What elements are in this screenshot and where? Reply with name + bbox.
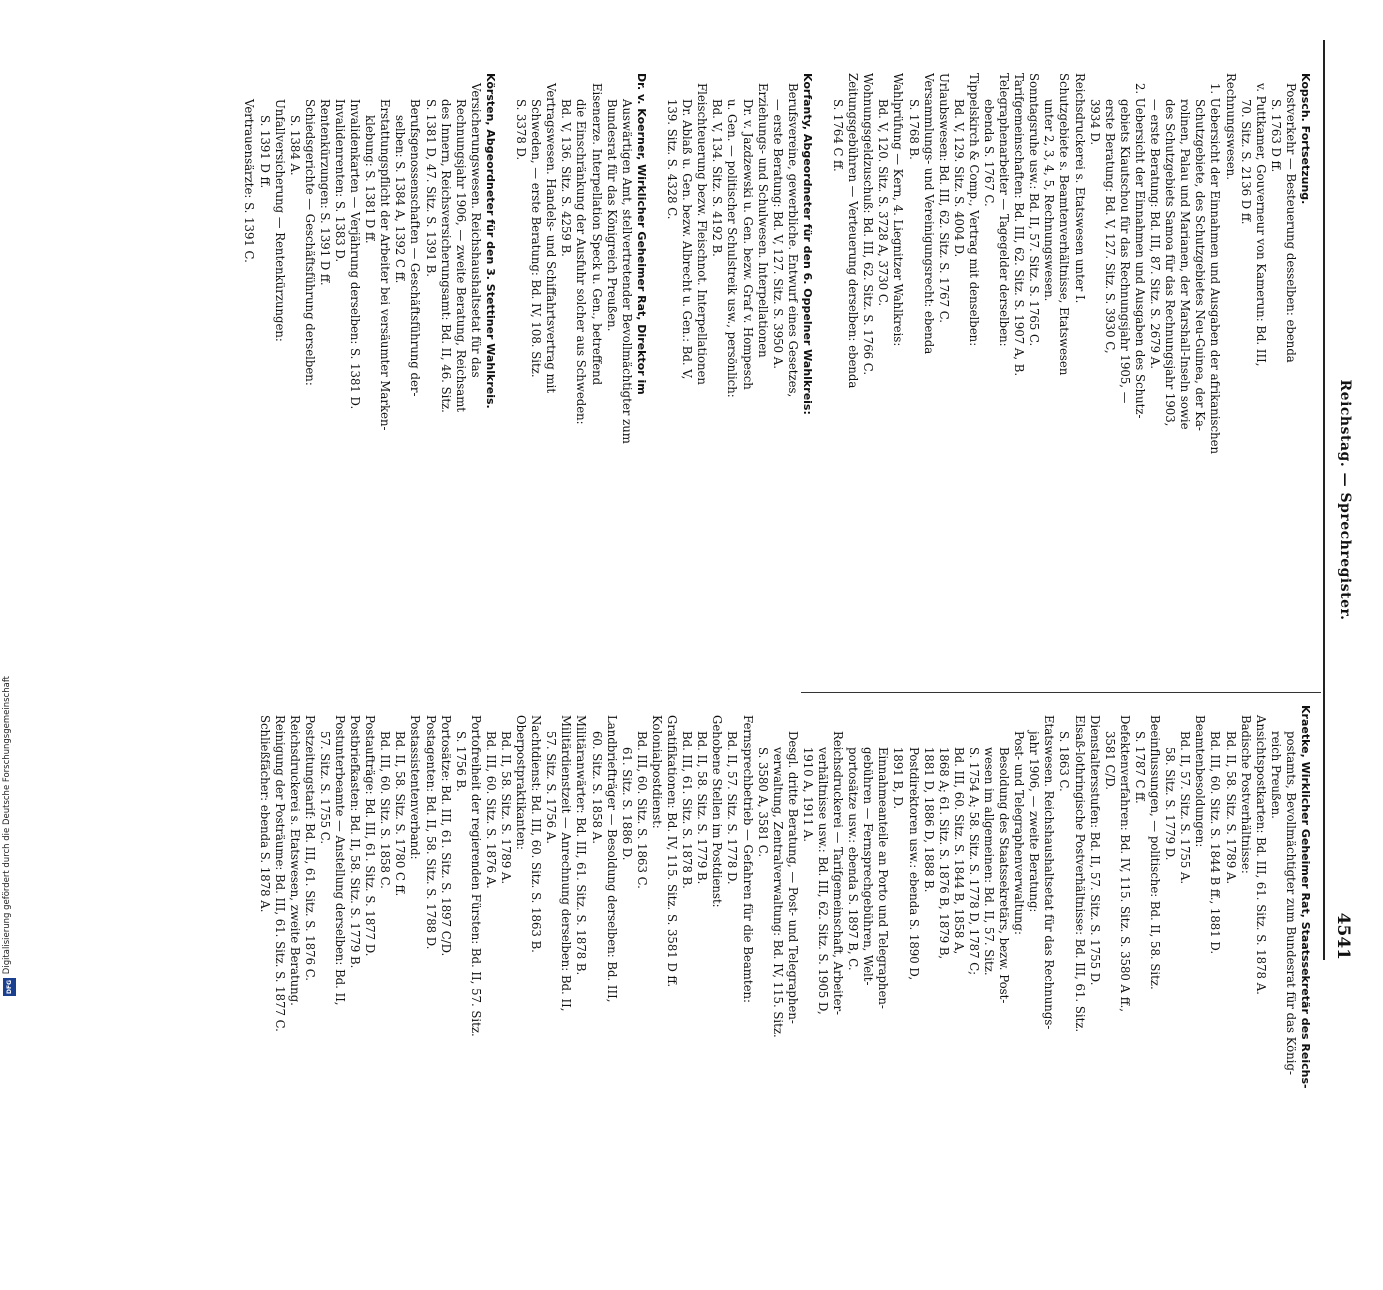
index-entry: 1868 A; 61. Sitz. S. 1876 B, 1879 B, (936, 747, 951, 960)
index-entry: 1. Uebersicht der Einnahmen und Ausgaben der afrikanischen (1208, 83, 1223, 455)
index-entry: Portofreiheit der regierenden Fürsten: Bd. II, 57. Sitz. (468, 715, 483, 1037)
index-entry: Erziehungs- und Schulwesen. Interpellationen (755, 83, 770, 358)
index-entry: Beamtenbesoldungen: (1193, 715, 1208, 848)
index-entry: Bd. II, 58. Sitz. S. 1779 B. (695, 731, 710, 885)
index-entry: Tarifgemeinschaften: Bd. III, 62. Sitz. S. 1907 A, B. (1012, 73, 1027, 377)
index-entry: klebung: S. 1381 D ff. (363, 115, 378, 244)
index-entry: Reinigung der Posträume: Bd. III, 61. Sitz. S. 1877 C. (272, 715, 287, 1032)
index-entry: Fernsprechbetrieb — Gefahren für die Beamten: (740, 715, 755, 1003)
index-entry: Bd. III, 60. Sitz. S. 1844 B, 1858 A, (951, 747, 966, 955)
index-entry: Postunterbeamte — Anstellung derselben: Bd. II, (333, 715, 347, 1006)
index-entry: 57. Sitz. S. 1755 C. (317, 731, 332, 845)
index-entry: Sonntagsruhe usw.: Bd. II, 57. Sitz. S. 1765 C. (1027, 73, 1042, 347)
index-entry: Postdirektoren usw.: ebenda S. 1890 D, (906, 747, 921, 981)
index-entry: — erste Beratung: Bd. III, 87. Sitz. S. 2679 A. (1148, 99, 1163, 369)
index-entry: ebenda S. 1767 C. (982, 99, 997, 207)
index-entry: Bd. II, 57. Sitz. S. 1755 A. (1178, 731, 1193, 885)
index-entry: Dienstaltersstufen: Bd. II, 57. Sitz. S. 1755 D. (1087, 715, 1102, 986)
index-entry: verhältnisse usw.: Bd. III, 62. Sitz. S. 1905 D, (816, 747, 830, 1015)
index-entry: Schutzgebiete s. Beamtenverhältnisse, Etatswesen (1057, 73, 1072, 376)
index-entry: Bd. III, 60. Sitz. S. 1858 C. (378, 731, 393, 889)
index-heading: Kraetke, Wirklicher Geheimer Rat, Staatssekretär des Reichs- (1299, 705, 1312, 1089)
funding-note: Digitalisierung gefördert durch die Deutsche Forschungsgemeinschaft (2, 675, 12, 974)
index-entry: gebiets Kiautschou für das Rechnungsjahr 1905, — (1117, 99, 1132, 404)
index-entry: selben: S. 1384 A, 1392 C ff. (393, 115, 408, 284)
page-header (1327, 40, 1353, 960)
index-entry: Invalidenkarten — Verjährung derselben: S. 1381 D. (348, 99, 363, 410)
index-entry: Etatswesen. Reichshaushaltsetat für das Rechnungs- (1042, 715, 1057, 1030)
index-entry: Reichsdruckerei s. Etatswesen, zweite Beratung. (287, 715, 302, 1006)
index-entry: Schutzgebiete, des Schutzgebietes Neu-Guinea, der Ka- (1193, 99, 1208, 431)
index-entry: S. 3580 A, 3581 C. (755, 747, 770, 858)
index-entry: Tippelskirch & Comp., Vertrag mit denselben: (966, 73, 981, 347)
header-rule (1323, 40, 1325, 960)
index-entry: 1910 A, 1911 A. (800, 747, 815, 842)
index-entry: Schiedsgerichte — Geschäftsführung derselben: (302, 99, 317, 386)
index-entry: erste Beratung: Bd. V, 127. Sitz. S. 3930 C, (1102, 99, 1117, 354)
index-entry: Wohnungsgeldzuschuß: Bd. III, 62. Sitz. S. 1766 C. (861, 73, 876, 376)
index-entry: 3934 D. (1087, 99, 1102, 146)
index-entry: 1881 D, 1886 D, 1888 B. (921, 747, 936, 893)
index-entry: Berufsgenossenschaften — Geschäftsführung der- (408, 99, 423, 397)
index-entry: Kolonialpostdienst: (649, 715, 664, 829)
index-entry: Unfallversicherung — Rentenkürzungen: (272, 99, 287, 342)
index-entry: Militärdienstzeit — Anrechnung derselben: Bd. II, (559, 715, 574, 1012)
index-entry: Militäranwärter: Bd. III, 61. Sitz. S. 1878 B. (574, 715, 589, 976)
index-entry: Post- und Telegraphenverwaltung: (1012, 731, 1027, 935)
index-entry: Portosätze: Bd. III, 61. Sitz. S. 1897 C/D. (438, 715, 453, 957)
index-entry: 58. Sitz. S. 1779 D. (1163, 747, 1178, 861)
index-entry: Gratifikationen: Bd. IV, 115. Sitz. S. 3581 D ff. (665, 715, 680, 988)
index-entry: S. 1764 C ff. (831, 99, 846, 172)
index-entry: Beeinflussungen, — politische: Bd. II, 58. Sitz. (1148, 715, 1163, 990)
index-entry: Fleischteuerung bezw. Fleischnot. Interpellationen (695, 83, 710, 385)
index-entry: gebühren — Fernsprechgebühren, Welt- (861, 747, 876, 986)
index-entry: Einnahmeanteile an Porto und Telegraphen- (876, 747, 891, 1009)
index-entry: Urlaubswesen: Bd. III, 62. Sitz. S. 1767 C. (936, 73, 951, 323)
index-entry: Zeitungsgebühren — Verteuerung derselben: ebenda (846, 73, 861, 389)
index-entry: Besoldung des Staatssekretärs, bezw. Post- (997, 747, 1012, 1004)
index-entry: Rechnungswesen. (1223, 73, 1238, 180)
index-entry: Postassistentenverband: (408, 715, 423, 860)
index-entry: Bd. III, 60. Sitz. S. 1876 A. (483, 731, 498, 889)
index-heading: Körsten, Abgeordneter für den 3. Stettiner Wahlkreis. (483, 73, 497, 409)
index-entry (649, 73, 664, 685)
index-entry: Eisenerze. Interpellation Speck u. Gen., betreffend (589, 83, 604, 386)
index-entry: Dr. Ablaß u. Gen. bezw. Albrecht u. Gen.: Bd. V, (680, 99, 695, 380)
index-entry: rolinen, Palau und Marianen, der Marshall-Inseln sowie (1178, 99, 1193, 430)
index-entry: Postbriefkasten: Bd. II, 58. Sitz. S. 1779 B. (348, 715, 363, 969)
index-entry: Nachtdienst: Bd. III, 60. Sitz. S. 1863 B. (529, 715, 544, 953)
index-entry: Telegraphenarbeiter — Tagegelder derselben: (997, 73, 1012, 347)
index-entry: S. 1863 C. (1057, 731, 1072, 792)
right-column (30, 705, 1313, 1290)
index-entry: Reichsdruckerei — Tarifgemeinschaft, Arbeiter- (831, 731, 846, 1015)
index-entry: 61. Sitz. S. 1886 D. (619, 747, 634, 861)
index-entry: Bd. II, 57. Sitz. S. 1778 D. (725, 731, 740, 885)
index-entry: Bd. III, 61. Sitz. S. 1878 B. (680, 731, 695, 889)
index-entry: Desgl. dritte Beratung, — Post- und Telegraphen- (785, 731, 800, 1024)
index-entry: Defektenverfahren: Bd. IV, 115. Sitz. S. 3580 A ff., (1117, 715, 1132, 1013)
index-entry: 57. Sitz. S. 1756 A. (544, 731, 559, 844)
index-entry: jahr 1906, — zweite Beratung: (1027, 731, 1042, 913)
index-entry: Bd. V, 136. Sitz. S. 4259 B. (559, 99, 574, 257)
index-entry: 60. Sitz. S. 1858 A. (589, 731, 604, 844)
index-entry: des Innern, Reichsversicherungsamt: Bd. II, 46. Sitz. (438, 99, 453, 413)
index-entry: v. Puttkamer, Gouverneur von Kamerun: Bd. III, (1253, 83, 1268, 367)
footer-credit (2, 596, 18, 996)
index-entry: die Einschränkung der Ausfuhr solcher aus Schweden: (574, 99, 589, 425)
index-entry: Bd. III, 60. Sitz. S. 1844 B ff., 1881 D. (1208, 731, 1223, 955)
running-title: Reichstag. — Sprechregister. (1337, 379, 1353, 621)
index-entry: Badische Postverhältnisse: (1238, 715, 1253, 874)
index-entry: Vertrauensärzte: S. 1391 C. (242, 99, 257, 263)
index-entry: Auswärtigen Amt, stellvertretender Bevollmächtigter zum (619, 99, 634, 444)
index-entry: Bd. V, 134. Sitz. S. 4192 B. (710, 99, 725, 257)
index-entry: Versicherungswesen. Reichshaushaltsetat für das (468, 83, 483, 378)
index-entry: 3581 C/D. (1102, 731, 1117, 791)
column-divider (801, 692, 1321, 693)
index-entry: u. Gen. — politischer Schulstreik usw., persönlich: (725, 99, 740, 398)
index-entry: S. 1391 D ff. (257, 115, 272, 189)
index-entry: 1891 B, D. (891, 747, 906, 810)
index-entry: Schweden, — erste Beratung: Bd. IV, 108. Sitz. (529, 99, 544, 378)
index-entry (498, 73, 513, 685)
index-entry: Bd. II, 58. Sitz. S. 1789 A. (1223, 731, 1238, 885)
index-entry: Dr. v. Jazdzewski u. Gen. bezw. Graf v. Hompesch (740, 99, 755, 390)
index-entry (815, 73, 830, 685)
index-entry: S. 1763 D ff. (1268, 99, 1283, 173)
index-entry: unter 2, 3, 4, 5, Rechnungswesen. (1042, 99, 1057, 302)
index-entry: Bundesrat für das Königreich Preußen. (604, 99, 619, 332)
index-entry: postamts, Bevollmächtigter zum Bundesrat für das König- (1283, 731, 1298, 1075)
index-entry: 70. Sitz. S. 2136 D ff. (1238, 99, 1253, 225)
index-entry: Erstattungspflicht der Arbeiter bei versäumter Marken- (378, 99, 393, 431)
index-entry: Reichsdruckerei s. Etatswesen unter I. (1072, 73, 1087, 304)
index-entry: S. 3378 D. (514, 99, 529, 161)
index-entry: Postaufträge: Bd. III, 61. Sitz. S. 1877 D. (363, 715, 378, 957)
index-entry: Vertragswesen. Handels- und Schiffahrtsvertrag mit (544, 83, 559, 394)
index-entry: 139. Sitz. S. 4328 C. (665, 99, 680, 220)
index-entry: Versammlungs- und Vereinigungsrecht: ebenda (921, 73, 936, 355)
index-entry: Ansichtspostkarten: Bd. III, 61. Sitz. S. 1878 A. (1253, 715, 1268, 995)
index-entry: Schließfächer: ebenda S. 1878 A. (257, 715, 272, 913)
index-entry: Gehobene Stellen im Postdienst: (710, 715, 725, 908)
index-entry: wesen im allgemeinen: Bd. II, 57. Sitz. (982, 747, 997, 976)
index-entry: 2. Uebersicht der Einnahmen und Ausgaben des Schutz- (1132, 83, 1147, 419)
index-entry: Bd. V, 120. Sitz. S. 3728 A, 3730 C. (876, 99, 891, 307)
index-entry: S. 1381 D, 47. Sitz. S. 1391 B. (423, 99, 438, 277)
index-entry: Landbriefträger — Besoldung derselben: Bd. III, (604, 715, 619, 1003)
page-number: 4541 (1333, 912, 1353, 960)
index-entry: Elsaß-lothringische Postverhältnisse: Bd. III, 61. Sitz. (1072, 715, 1087, 1033)
index-entry: reich Preußen. (1268, 731, 1283, 819)
index-entry: Bd. II, 58. Sitz. S. 1789 A. (499, 731, 514, 885)
index-heading: Dr. v. Koerner, Wirklicher Geheimer Rat, Direktor im (634, 73, 648, 395)
index-heading: Kopsch. Fortsetzung. (1299, 73, 1312, 205)
index-entry: S. 1787 C ff. (1132, 731, 1147, 804)
index-heading: Korfanty, Abgeordneter für den 6. Oppelner Wahlkreis: (800, 73, 814, 415)
index-entry: Bd. II, 58. Sitz. S. 1780 C ff. (393, 731, 408, 897)
index-entry: Postzeitungstarif: Bd. III, 61. Sitz. S. 1876 C. (302, 715, 317, 981)
index-entry: Rechnungsjahr 1906, — zweite Beratung, Reichsamt (453, 99, 468, 412)
index-entry: Postverkehr — Besteuerung desselben: ebenda (1283, 83, 1298, 363)
index-entry: S. 1756 B. (453, 731, 468, 792)
left-column (30, 73, 1313, 685)
index-entry: Bd. V, 129. Sitz. S. 4004 D. (951, 99, 966, 258)
index-entry: S. 1768 B. (906, 99, 921, 160)
index-entry: portosätze usw.: ebenda S. 1897 B, C. (846, 747, 861, 971)
index-entry: des Schutzgebiets Samoa für das Rechnungsjahr 1903, (1163, 99, 1178, 427)
index-entry: S. 1384 A. (287, 115, 302, 176)
dfg-logo: DFG (3, 978, 16, 996)
index-entry: verwaltung, Zentralverwaltung: Bd. IV, 115. Sitz. (770, 747, 785, 1038)
index-entry: Bd. III, 60. Sitz. S. 1863 C. (634, 731, 649, 889)
index-entry: Rentenkürzungen: S. 1391 D ff. (317, 99, 332, 286)
index-entry: S. 1754 A; 58. Sitz. S. 1778 D, 1787 C; (966, 747, 981, 976)
index-entry: Postagenten: Bd. II, 58. Sitz. S. 1788 D. (423, 715, 438, 950)
index-entry: Berufsvereine, gewerbliche. Entwurf eines Gesetzes, (785, 83, 800, 398)
index-entry: Invalidenrenten: S. 1383 D. (333, 99, 347, 263)
index-entry: — erste Beratung: Bd. V, 127. Sitz. S. 3950 A. (770, 99, 785, 369)
index-entry: Wahlprüfung — Kern, 4. Liegnitzer Wahlkreis: (891, 73, 906, 347)
index-entry: Oberpostpraktikanten: (514, 715, 529, 850)
